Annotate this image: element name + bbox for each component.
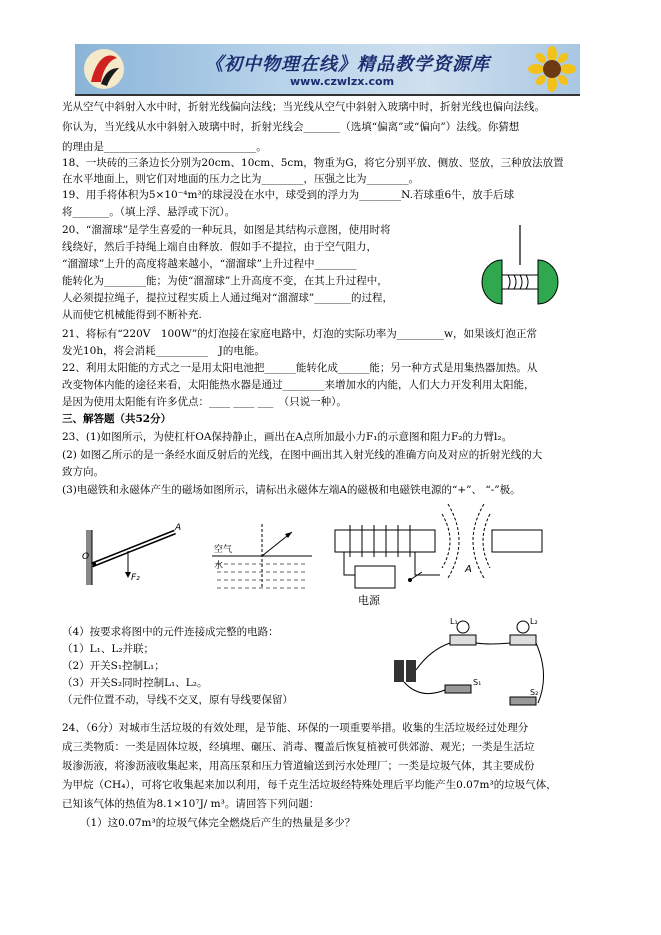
text-line: 你认为，当光线从水中斜射入玻璃中时，折射光线会_______（选填“偏离”或“偏向”）法线。你猜想 [62, 121, 520, 133]
text-line: （1）这0.07m³的垃圾气体完全燃烧后产生的热量是多少？ [80, 817, 356, 829]
text-line: 成三类物质：一类是固体垃圾，经填埋、碾压、消毒、覆盖后恢复植被可供郊游、观光；一类是生活垃 [62, 741, 535, 753]
text-line: 能转化为________能；为使“溜溜球”上升高度不变，在其上升过程中， [62, 275, 388, 287]
question-20: 20、“溜溜球”是学生喜爱的一种玩具，如图是其结构示意图，使用时将 [62, 224, 391, 236]
text-line: （3）开关S₂同时控制L₁、L₂。 [62, 677, 208, 689]
header-banner [75, 44, 580, 96]
question-19: 19、用手将体积为5×10⁻⁴m³的球浸没在水中，球受到的浮力为________N.若球重6牛，放手后球 [62, 189, 515, 201]
text-line: （元件位置不动，导线不交叉，原有导线要保留） [62, 694, 293, 706]
question-21: 21、将标有“220V 100W”的灯泡接在家庭电路中，灯泡的实际功率为_________w，如果该灯泡正常 [62, 328, 537, 340]
text-line: 圾渗沥液，将渗沥液收集起来，用高压泵和压力管道输送到污水处理厂；一类是垃圾气体，其主要成份 [62, 760, 535, 772]
electromagnet-figure [330, 500, 545, 610]
text-line: 已知该气体的热值为8.1×10⁷J/ m³。请回答下列问题： [62, 798, 320, 810]
circuit-label-l1: L₁ [450, 617, 458, 626]
lever-label-f2: F₂ [131, 573, 140, 583]
text-line: 从而使它机械能得到不断补充. [62, 309, 202, 321]
text-line: （4）按要求将图中的元件连接成完整的电路： [62, 626, 279, 638]
text-line: 的理由是_____________________________。 [62, 141, 267, 153]
text-line: （2）开关S₁控制L₁； [62, 660, 165, 672]
circuit-label-s2: S₂ [530, 688, 539, 697]
text-line: (3)电磁铁和永磁体产生的磁场如图所示，请标出永磁体左端A的磁极和电磁铁电源的“+”、 “-”极。 [62, 484, 521, 496]
text-line: 是因为使用太阳能有许多优点：____ ____ ___ （只说一种）。 [62, 396, 347, 408]
text-line: 改变物体内能的途径来看，太阳能热水器是通过________来增加水的内能，人们大力开发利用太阳能， [62, 379, 535, 391]
magnet-label-power: 电源 [358, 594, 380, 607]
sunflower-icon [528, 46, 576, 92]
question-18: 18、一块砖的三条边长分别为20cm、10cm、5cm，物重为G，将它分别平放、侧放、竖放，三种放法放置 [62, 157, 564, 169]
text-line: （1）L₁、L₂并联； [62, 643, 155, 655]
text-line: 将_______。（填上浮、悬浮或下沉）。 [62, 206, 236, 218]
text-line: 人必须提拉绳子，提拉过程实质上人通过绳对“溜溜球”_______的过程， [62, 292, 393, 304]
question-24: 24、（6分）对城市生活垃圾的有效处理，是节能、环保的一项重要举措。收集的生活垃圾经过处理分 [62, 722, 529, 734]
banner-title: 《初中物理在线》精品教学资源库 [205, 54, 490, 75]
lever-figure [80, 520, 190, 590]
lever-label-o: O [82, 552, 90, 562]
text-line: “溜溜球”上升的高度将越来越小，“溜溜球”上升过程中________ [62, 258, 357, 270]
lever-label-a: A [175, 523, 182, 533]
magnet-label-a: A [465, 564, 472, 575]
logo-icon [81, 46, 127, 92]
yoyo-figure [480, 225, 560, 310]
question-23: 23、(1)如图所示，为使杠杆OA保持静止，画出在A点所加最小力F₁的示意图和阻力F₂的力臂l₂。 [62, 431, 513, 443]
water-label-water: 水 [214, 561, 224, 571]
water-label-air: 空气 [214, 545, 233, 555]
circuit-label-l2: L₂ [530, 617, 538, 626]
text-line: 线绕好，然后手持绳上端自由释放．假如手不提拉，由于空气阻力， [62, 241, 377, 253]
banner-url: www.czwlzx.com [290, 75, 395, 88]
circuit-figure [390, 615, 555, 710]
question-22: 22、利用太阳能的方式之一是用太阳电池把______能转化成______能；另一种方式是用集热器加热。从 [62, 362, 538, 374]
circuit-label-s1: S₁ [473, 678, 482, 687]
text-line: (2) 如图乙所示的是一条经水面反射后的光线，在图中画出其入射光线的准确方向及对应的折射光线的大 [62, 449, 543, 461]
text-line: 致方向。 [62, 466, 104, 478]
text-line: 为甲烷（CH₄），可将它收集起来加以利用，每千克生活垃圾经特殊处理后平均能产生0.07m³的垃圾气体， [62, 779, 557, 791]
section-heading: 三、解答题（共52分） [62, 413, 172, 425]
water-reflection-figure [212, 524, 312, 594]
text-line: 发光10h，将会消耗__________ J的电能。 [62, 345, 265, 357]
text-line: 在水平地面上，则它们对地面的压力之比为________，压强之比为________。 [62, 173, 419, 185]
text-line: 光从空气中斜射入水中时，折射光线偏向法线；当光线从空气中斜射入玻璃中时，折射光线也偏向法线。 [62, 101, 545, 113]
